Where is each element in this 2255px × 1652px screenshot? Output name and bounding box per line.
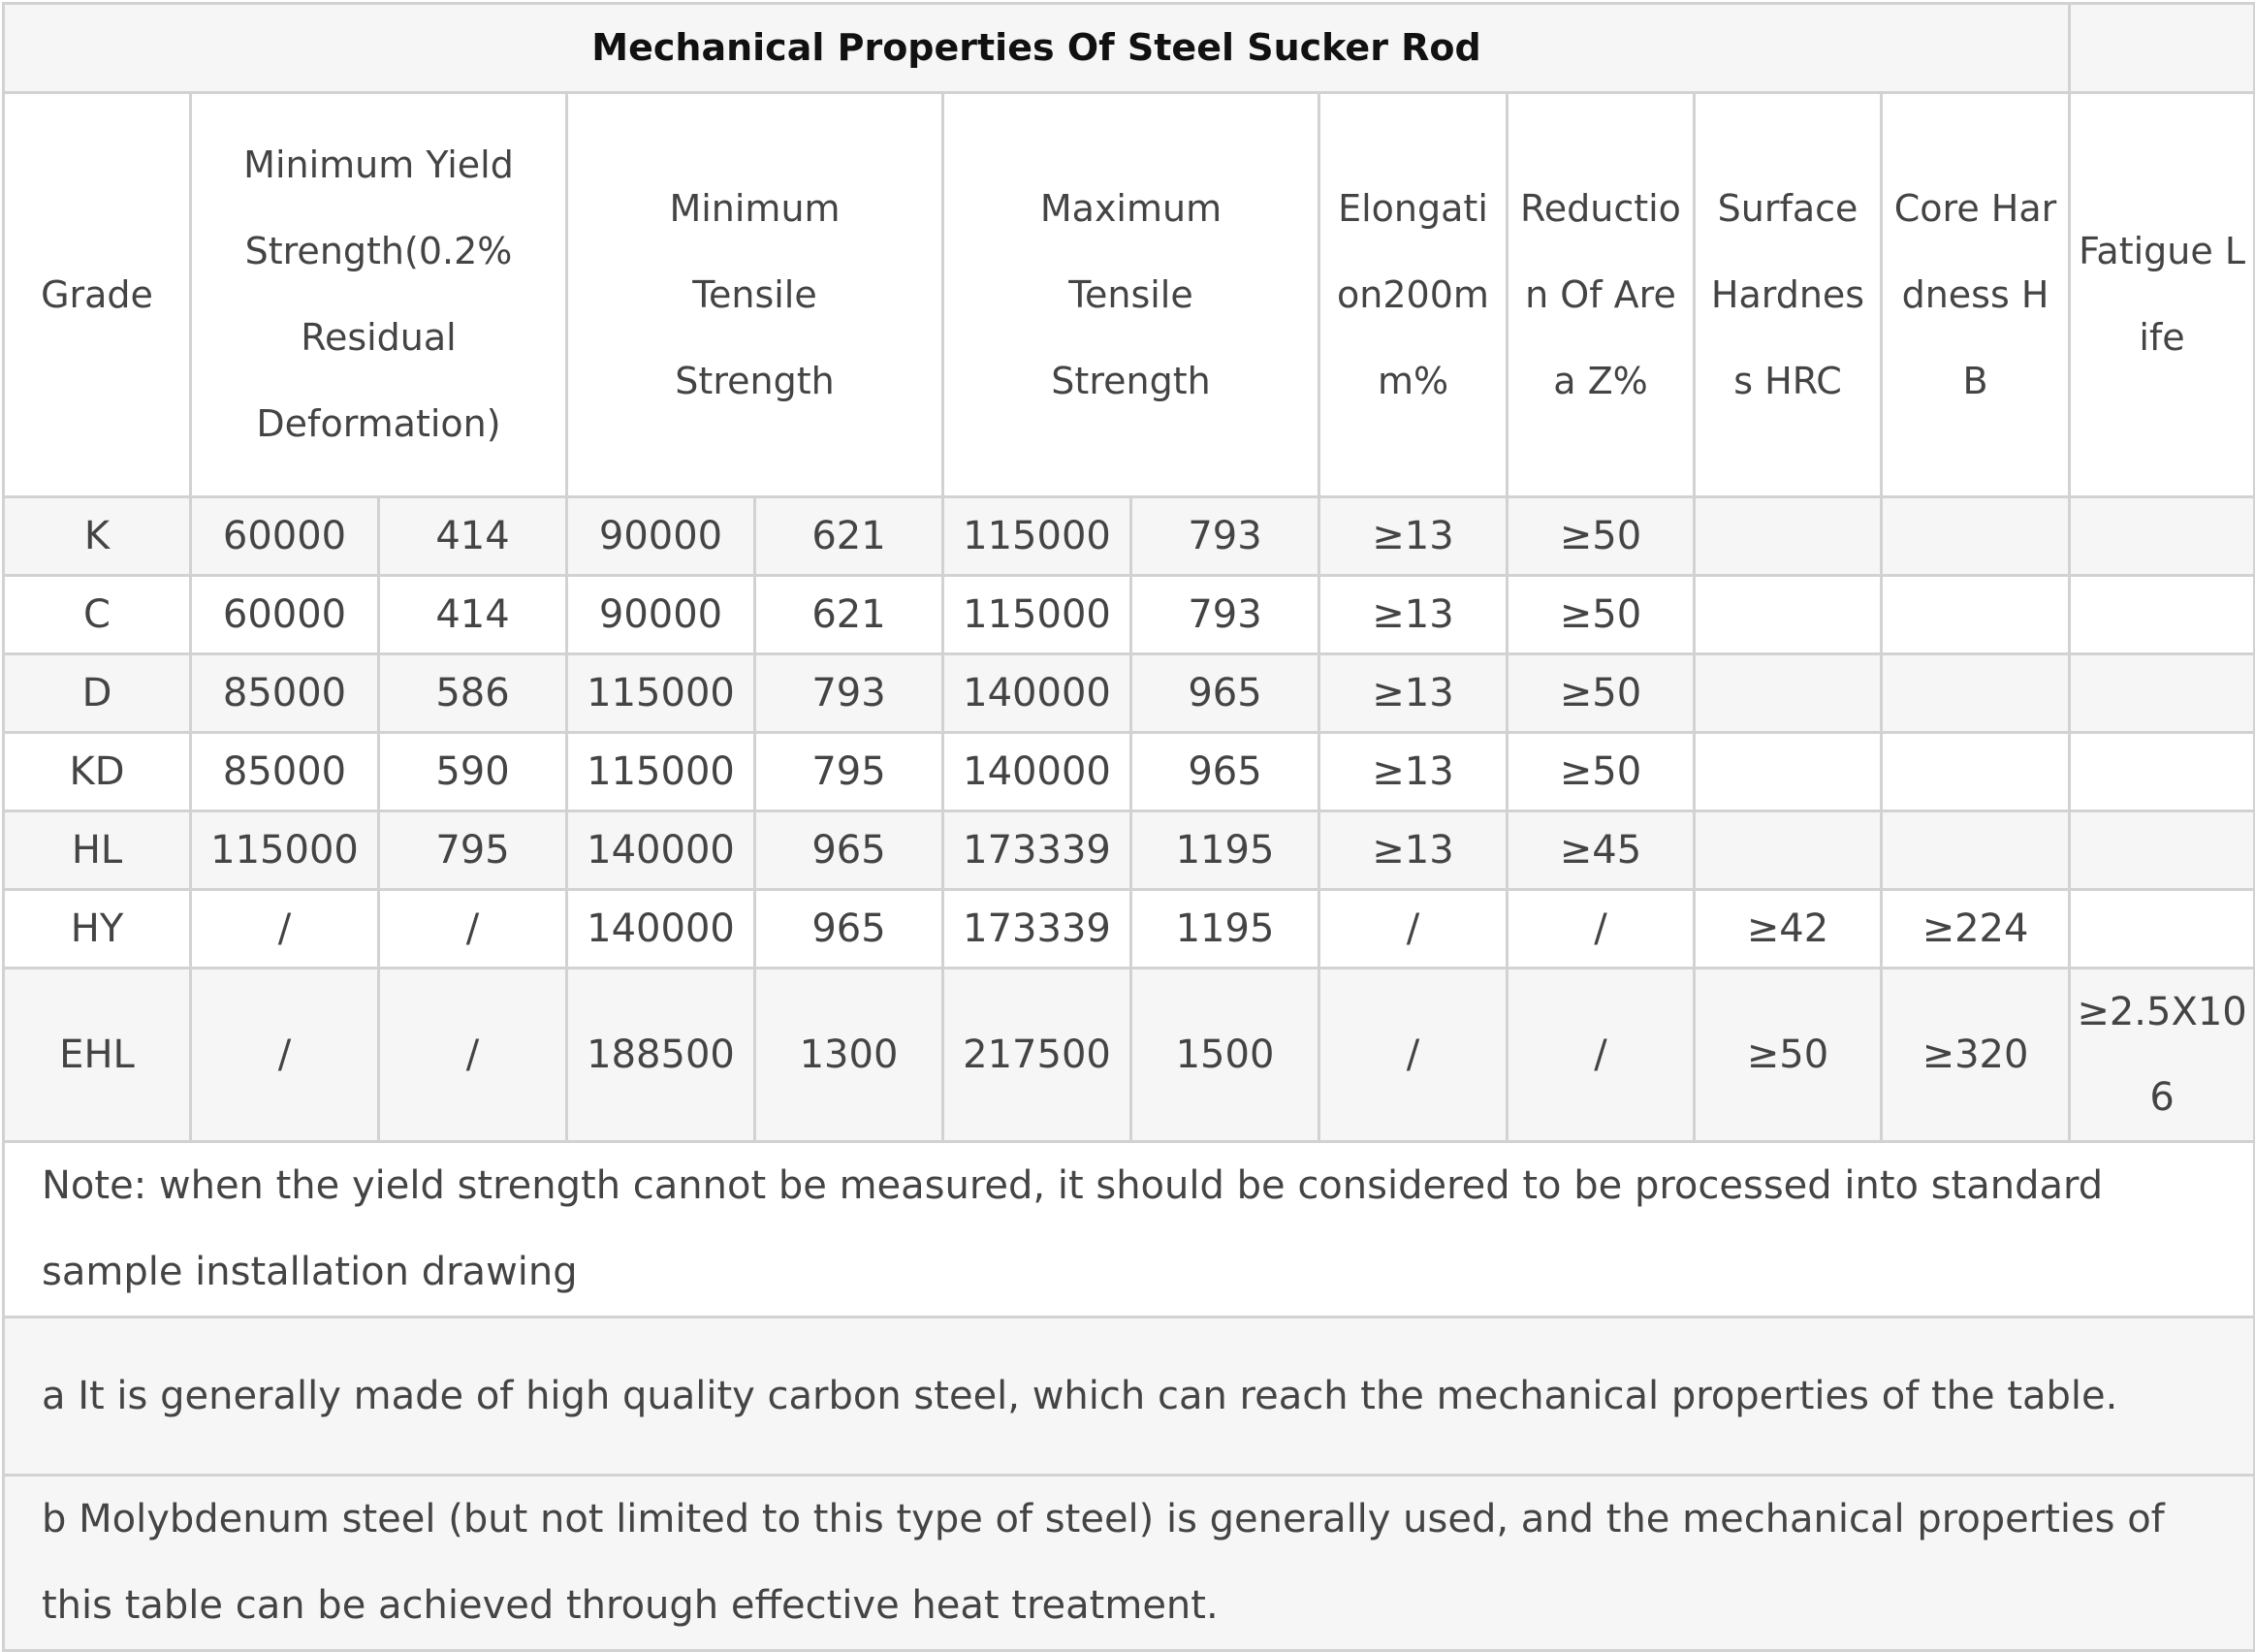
cell-max-tensile-psi: 140000 — [943, 733, 1131, 811]
cell-min-tensile-psi: 90000 — [567, 576, 755, 654]
cell-yield-mpa: / — [379, 969, 567, 1142]
table-row — [4, 497, 2255, 576]
cell-max-tensile-mpa: 965 — [1131, 654, 1319, 733]
header-surface-hardness: Surface Hardness HRC — [1695, 93, 1882, 497]
footnote-b-text: b Molybdenum steel (but not limited to this type of steel) is generally used, and the mechanical properties of this table can be achieved through effective heat treatment. — [4, 1476, 2255, 1651]
cell-min-tensile-psi: 140000 — [567, 890, 755, 969]
cell-surface-hardness — [1695, 497, 1882, 576]
cell-fatigue-life — [2070, 654, 2255, 733]
mechanical-properties-table — [2, 2, 2255, 1652]
footnote-b-row — [4, 1476, 2255, 1651]
cell-reduction: ≥50 — [1508, 733, 1695, 811]
cell-grade: HY — [4, 890, 191, 969]
table-body — [4, 497, 2255, 1142]
header-grade: Grade — [4, 93, 191, 497]
cell-core-hardness — [1882, 811, 2070, 890]
cell-min-tensile-psi: 115000 — [567, 733, 755, 811]
cell-reduction: / — [1508, 969, 1695, 1142]
cell-fatigue-life — [2070, 890, 2255, 969]
cell-max-tensile-psi: 140000 — [943, 654, 1131, 733]
cell-fatigue-life: ≥2.5X106 — [2070, 969, 2255, 1142]
cell-min-tensile-mpa: 621 — [755, 497, 943, 576]
cell-min-tensile-mpa: 795 — [755, 733, 943, 811]
cell-max-tensile-mpa: 793 — [1131, 576, 1319, 654]
cell-grade: KD — [4, 733, 191, 811]
cell-min-tensile-mpa: 621 — [755, 576, 943, 654]
cell-core-hardness — [1882, 733, 2070, 811]
footnote-a-row — [4, 1318, 2255, 1476]
cell-yield-mpa: / — [379, 890, 567, 969]
cell-min-tensile-mpa: 793 — [755, 654, 943, 733]
cell-min-tensile-mpa: 965 — [755, 890, 943, 969]
cell-yield-psi: / — [191, 890, 379, 969]
table-row — [4, 654, 2255, 733]
table-row — [4, 890, 2255, 969]
header-max-tensile: Maximum Tensile Strength — [943, 93, 1319, 497]
table-title: Mechanical Properties Of Steel Sucker Rod — [4, 4, 2070, 93]
cell-min-tensile-psi: 90000 — [567, 497, 755, 576]
cell-max-tensile-psi: 115000 — [943, 576, 1131, 654]
table-row — [4, 733, 2255, 811]
cell-max-tensile-mpa: 965 — [1131, 733, 1319, 811]
cell-fatigue-life — [2070, 733, 2255, 811]
title-row — [4, 4, 2255, 93]
cell-reduction: ≥50 — [1508, 497, 1695, 576]
cell-yield-psi: 85000 — [191, 733, 379, 811]
table-row — [4, 811, 2255, 890]
cell-fatigue-life — [2070, 811, 2255, 890]
cell-yield-mpa: 414 — [379, 576, 567, 654]
cell-core-hardness — [1882, 654, 2070, 733]
cell-surface-hardness — [1695, 576, 1882, 654]
table-row — [4, 576, 2255, 654]
cell-core-hardness — [1882, 576, 2070, 654]
cell-min-tensile-mpa: 1300 — [755, 969, 943, 1142]
cell-core-hardness: ≥224 — [1882, 890, 2070, 969]
cell-grade: C — [4, 576, 191, 654]
cell-max-tensile-mpa: 1500 — [1131, 969, 1319, 1142]
cell-elongation: / — [1319, 890, 1508, 969]
cell-min-tensile-mpa: 965 — [755, 811, 943, 890]
cell-min-tensile-psi: 140000 — [567, 811, 755, 890]
cell-grade: EHL — [4, 969, 191, 1142]
cell-max-tensile-psi: 173339 — [943, 890, 1131, 969]
cell-yield-mpa: 590 — [379, 733, 567, 811]
cell-max-tensile-mpa: 1195 — [1131, 890, 1319, 969]
cell-max-tensile-mpa: 1195 — [1131, 811, 1319, 890]
cell-reduction: ≥50 — [1508, 576, 1695, 654]
cell-surface-hardness: ≥42 — [1695, 890, 1882, 969]
note-text: Note: when the yield strength cannot be measured, it should be considered to be processed into standard sample installation drawing — [4, 1142, 2255, 1318]
cell-surface-hardness: ≥50 — [1695, 969, 1882, 1142]
header-min-tensile: Minimum Tensile Strength — [567, 93, 943, 497]
cell-reduction: ≥50 — [1508, 654, 1695, 733]
footnote-a-text: a It is generally made of high quality carbon steel, which can reach the mechanical properties of the table. — [4, 1318, 2255, 1476]
cell-surface-hardness — [1695, 811, 1882, 890]
cell-yield-psi: 60000 — [191, 497, 379, 576]
cell-max-tensile-psi: 217500 — [943, 969, 1131, 1142]
header-row — [4, 93, 2255, 497]
header-core-hardness: Core Hardness HB — [1882, 93, 2070, 497]
cell-surface-hardness — [1695, 654, 1882, 733]
cell-yield-mpa: 414 — [379, 497, 567, 576]
cell-max-tensile-psi: 115000 — [943, 497, 1131, 576]
cell-yield-psi: 60000 — [191, 576, 379, 654]
cell-surface-hardness — [1695, 733, 1882, 811]
cell-reduction: ≥45 — [1508, 811, 1695, 890]
cell-elongation: ≥13 — [1319, 733, 1508, 811]
cell-elongation: ≥13 — [1319, 576, 1508, 654]
cell-elongation: ≥13 — [1319, 654, 1508, 733]
table-row — [4, 969, 2255, 1142]
cell-max-tensile-mpa: 793 — [1131, 497, 1319, 576]
cell-core-hardness: ≥320 — [1882, 969, 2070, 1142]
cell-min-tensile-psi: 188500 — [567, 969, 755, 1142]
title-spacer-cell — [2070, 4, 2255, 93]
cell-elongation: ≥13 — [1319, 811, 1508, 890]
cell-grade: K — [4, 497, 191, 576]
cell-fatigue-life — [2070, 576, 2255, 654]
cell-yield-psi: 115000 — [191, 811, 379, 890]
cell-grade: D — [4, 654, 191, 733]
note-row — [4, 1142, 2255, 1318]
cell-reduction: / — [1508, 890, 1695, 969]
cell-core-hardness — [1882, 497, 2070, 576]
cell-yield-mpa: 795 — [379, 811, 567, 890]
cell-max-tensile-psi: 173339 — [943, 811, 1131, 890]
header-fatigue-life: Fatigue Life — [2070, 93, 2255, 497]
header-reduction: Reduction Of Area Z% — [1508, 93, 1695, 497]
cell-min-tensile-psi: 115000 — [567, 654, 755, 733]
cell-yield-mpa: 586 — [379, 654, 567, 733]
cell-grade: HL — [4, 811, 191, 890]
cell-yield-psi: / — [191, 969, 379, 1142]
header-elongation: Elongation200mm% — [1319, 93, 1508, 497]
cell-fatigue-life — [2070, 497, 2255, 576]
cell-elongation: ≥13 — [1319, 497, 1508, 576]
cell-yield-psi: 85000 — [191, 654, 379, 733]
header-min-yield: Minimum Yield Strength(0.2% Residual Deformation) — [191, 93, 567, 497]
cell-elongation: / — [1319, 969, 1508, 1142]
